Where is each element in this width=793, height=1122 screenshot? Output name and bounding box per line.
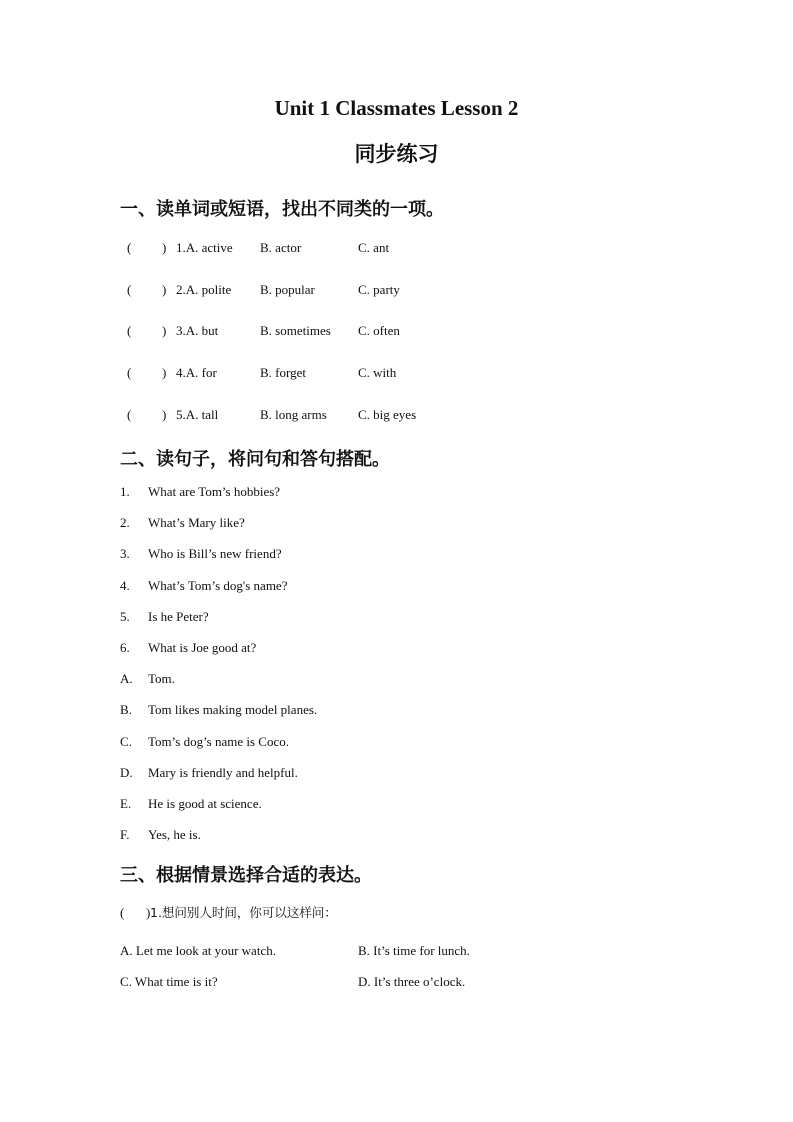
item-letter: F. <box>120 827 130 842</box>
option-c: C. with <box>358 365 397 380</box>
choice-d: D. It’s three o’clock. <box>358 974 466 989</box>
item-letter: D. <box>120 765 133 780</box>
item-text: What’s Mary like? <box>148 515 245 530</box>
item-text: Mary is friendly and helpful. <box>148 765 298 780</box>
choice-a: A. Let me look at your watch. <box>120 943 276 958</box>
item-text: Tom likes making model planes. <box>148 702 318 717</box>
question-item-5 <box>0 607 793 627</box>
item-letter: B. <box>120 702 132 717</box>
section-1-question-5 <box>0 405 793 425</box>
question-item-6 <box>0 638 793 658</box>
option-b: B. actor <box>260 240 302 255</box>
item-number: 3. <box>120 546 130 561</box>
answer-item-b <box>0 700 793 720</box>
option-c: C. ant <box>358 240 390 255</box>
item-text: Tom. <box>148 671 175 686</box>
answer-paren-close: ) <box>146 905 151 920</box>
item-text: Is he Peter? <box>148 609 209 624</box>
answer-paren-open: ( <box>120 905 125 920</box>
answer-item-d <box>0 763 793 783</box>
option-c: C. often <box>358 323 400 338</box>
option-a: 1.A. active <box>176 240 233 255</box>
option-b: B. sometimes <box>260 323 331 338</box>
option-a: 3.A. but <box>176 323 219 338</box>
option-b: B. popular <box>260 282 315 297</box>
item-text: What is Joe good at? <box>148 640 257 655</box>
option-a: 4.A. for <box>176 365 217 380</box>
item-number: 5. <box>120 609 130 624</box>
item-text: Who is Bill’s new friend? <box>148 546 282 561</box>
answer-item-f <box>0 825 793 845</box>
question-item-4 <box>0 576 793 596</box>
answer-paren-close: ) <box>162 365 167 380</box>
section-3-heading: 三、根据情景选择合适的表达。 <box>120 865 372 886</box>
answer-paren-open: ( <box>127 282 132 297</box>
answer-paren-open: ( <box>127 240 132 255</box>
section-1-heading: 一、读单词或短语，找出不同类的一项。 <box>120 199 444 220</box>
option-c: C. party <box>358 282 400 297</box>
section-2-heading: 二、读句子，将问句和答句搭配。 <box>120 449 390 470</box>
question-item-1 <box>0 482 793 502</box>
item-text: Tom’s dog’s name is Coco. <box>148 734 290 749</box>
question-item-2 <box>0 513 793 533</box>
answer-paren-open: ( <box>127 365 132 380</box>
option-a: 2.A. polite <box>176 282 232 297</box>
choice-c: C. What time is it? <box>120 974 218 989</box>
option-b: B. long arms <box>260 407 327 422</box>
section-1-question-4 <box>0 363 793 383</box>
item-letter: C. <box>120 734 132 749</box>
item-number: 2. <box>120 515 130 530</box>
answer-paren-close: ) <box>162 323 167 338</box>
section-1-question-2 <box>0 280 793 300</box>
choice-b: B. It’s time for lunch. <box>358 943 470 958</box>
item-letter: E. <box>120 796 132 811</box>
page-subtitle: 同步练习 <box>354 142 439 166</box>
answer-paren-open: ( <box>127 323 132 338</box>
item-text: What are Tom’s hobbies? <box>148 484 281 499</box>
question-text: 1.想问别人时间，你可以这样问： <box>150 905 337 920</box>
item-number: 1. <box>120 484 130 499</box>
answer-item-a <box>0 669 793 689</box>
answer-paren-close: ) <box>162 240 167 255</box>
item-text: He is good at science. <box>148 796 262 811</box>
page-title: Unit 1 Classmates Lesson 2 <box>274 96 519 120</box>
answer-item-e <box>0 794 793 814</box>
item-number: 4. <box>120 578 130 593</box>
answer-paren-open: ( <box>127 407 132 422</box>
question-item-3 <box>0 544 793 564</box>
option-a: 5.A. tall <box>176 407 219 422</box>
section-1-question-3 <box>0 321 793 341</box>
item-text: Yes, he is. <box>148 827 201 842</box>
item-number: 6. <box>120 640 130 655</box>
option-c: C. big eyes <box>358 407 417 422</box>
answer-item-c <box>0 732 793 752</box>
answer-paren-close: ) <box>162 407 167 422</box>
option-b: B. forget <box>260 365 306 380</box>
item-letter: A. <box>120 671 133 686</box>
section-1-question-1 <box>0 238 793 258</box>
answer-paren-close: ) <box>162 282 167 297</box>
item-text: What’s Tom’s dog's name? <box>148 578 288 593</box>
